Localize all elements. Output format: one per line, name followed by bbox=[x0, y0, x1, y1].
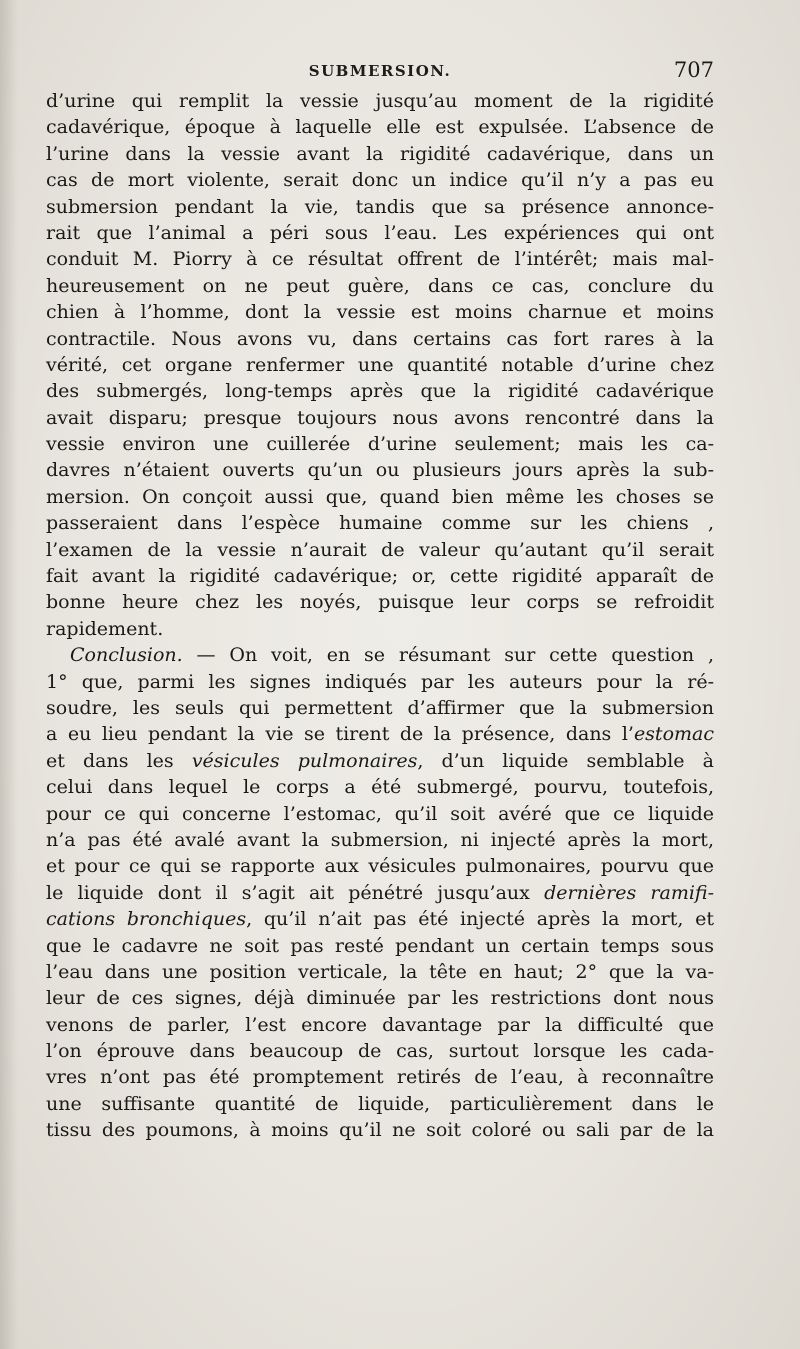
text-line: vessie environ une cuillerée d’urine seulement; mais les ca- bbox=[46, 433, 714, 456]
text-line: cas de mort violente, serait donc un indice qu’il n’y a pas eu bbox=[46, 169, 714, 192]
text-line: d’urine qui remplit la vessie jusqu’au moment de la rigidité bbox=[46, 90, 714, 112]
text-line: avait disparu; presque toujours nous avons rencontré dans la bbox=[46, 406, 714, 429]
text-line: leur de ces signes, déjà diminuée par les restrictions dont nous bbox=[46, 987, 714, 1010]
text-line: et pour ce qui se rapporte aux vésicules pulmonaires, pourvu que bbox=[46, 855, 714, 878]
text-line: des submergés, long-temps après que la rigidité cadavérique bbox=[46, 380, 714, 403]
text-span: et dans les bbox=[46, 749, 192, 772]
text-line bbox=[46, 748, 714, 774]
text-line: fait avant la rigidité cadavérique; or, cette rigidité apparaît de bbox=[46, 565, 714, 588]
text-line: l’examen de la vessie n’aurait de valeur qu’autant qu’il serait bbox=[46, 538, 714, 561]
text-line: vres n’ont pas été promptement retirés de l’eau, à reconnaître bbox=[46, 1066, 714, 1089]
text-line: cadavérique, époque à laquelle elle est expulsée. L’absence de bbox=[46, 116, 714, 139]
text-line: pour ce qui concerne l’estomac, qu’il soit avéré que ce liquide bbox=[46, 802, 714, 825]
body-text bbox=[46, 88, 714, 1144]
text-line: l’urine dans la vessie avant la rigidité cadavérique, dans un bbox=[46, 142, 714, 165]
page-gutter-shadow bbox=[0, 0, 18, 1349]
text-span: , qu’il n’ait pas été injecté après la mort, et bbox=[246, 908, 714, 931]
text-span: a eu lieu pendant la vie se tirent de la présence, dans l’ bbox=[46, 723, 634, 746]
conclusion-label: Conclusion. bbox=[70, 644, 183, 667]
text-span: le liquide dont il s’agit ait pénétré jusqu’aux bbox=[46, 881, 545, 904]
text-line: davres n’étaient ouverts qu’un ou plusieurs jours après la sub- bbox=[46, 459, 714, 482]
italic-term: cations bronchiques bbox=[46, 908, 247, 931]
text-line: vérité, cet organe renfermer une quantité notable d’urine chez bbox=[46, 353, 714, 376]
text-line bbox=[46, 906, 714, 932]
italic-term: estomac bbox=[633, 723, 714, 746]
text-line: celui dans lequel le corps a été submergé, pourvu, toutefois, bbox=[46, 776, 714, 799]
italic-term: dernières ramifi- bbox=[544, 881, 714, 904]
text-line: que le cadavre ne soit pas resté pendant un certain temps sous bbox=[46, 934, 714, 957]
text-line: soudre, les seuls qui permettent d’affirmer que la submersion bbox=[46, 696, 714, 719]
text-line: 1° que, parmi les signes indiqués par les auteurs pour la ré- bbox=[46, 670, 714, 693]
text-line: passeraient dans l’espèce humaine comme sur les chiens , bbox=[46, 512, 714, 535]
page-number: 707 bbox=[673, 58, 714, 82]
text-line: chien à l’homme, dont la vessie est moins charnue et moins bbox=[46, 301, 714, 324]
text-line: rapidement. bbox=[46, 617, 164, 640]
page-header bbox=[46, 58, 714, 86]
text-line: mersion. On conçoit aussi que, quand bien même les choses se bbox=[46, 485, 714, 508]
text-line: heureusement on ne peut guère, dans ce cas, conclure du bbox=[46, 274, 714, 297]
text-line bbox=[46, 642, 714, 668]
text-span: , d’un liquide semblable à bbox=[417, 749, 714, 772]
text-line: bonne heure chez les noyés, puisque leur corps se refroidit bbox=[46, 591, 714, 614]
text-line: n’a pas été avalé avant la submersion, ni injecté après la mort, bbox=[46, 828, 714, 851]
text-span: — On voit, en se résumant sur cette question , bbox=[182, 644, 714, 667]
text-line: l’eau dans une position verticale, la tête en haut; 2° que la va- bbox=[46, 960, 714, 983]
italic-term: vésicules pulmonaires bbox=[191, 749, 418, 772]
text-line bbox=[46, 880, 714, 906]
text-line: tissu des poumons, à moins qu’il ne soit coloré ou sali par de la bbox=[46, 1119, 714, 1142]
text-line: conduit M. Piorry à ce résultat offrent de l’intérêt; mais mal- bbox=[46, 248, 714, 271]
text-line: contractile. Nous avons vu, dans certains cas fort rares à la bbox=[46, 327, 714, 350]
text-line: venons de parler, l’est encore davantage par la difficulté que bbox=[46, 1013, 714, 1036]
text-line bbox=[46, 721, 714, 747]
text-line: l’on éprouve dans beaucoup de cas, surtout lorsque les cada- bbox=[46, 1040, 714, 1063]
text-line: submersion pendant la vie, tandis que sa présence annonce- bbox=[46, 195, 714, 218]
text-line: une suffisante quantité de liquide, particulièrement dans le bbox=[46, 1092, 714, 1115]
text-line: rait que l’animal a péri sous l’eau. Les expériences qui ont bbox=[46, 221, 714, 244]
running-title: SUBMERSION. bbox=[308, 62, 452, 80]
